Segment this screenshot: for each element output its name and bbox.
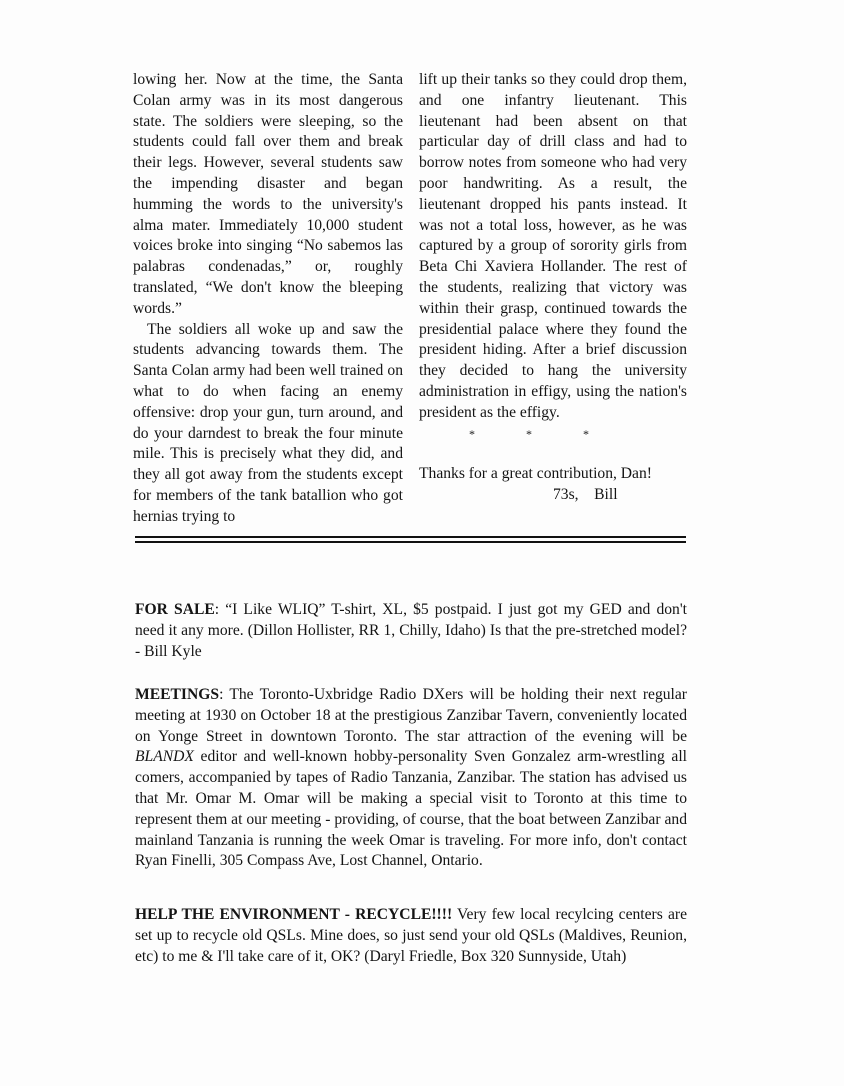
classified-body: : The Toronto-Uxbridge Radio DXers will be holding their next regular meeting at 1930 on October 18 at the prestigious Zanzibar Tavern, conveniently located on Yonge Street in downtown Toronto. The star attraction of the evening will be <box>135 686 687 745</box>
classified-body: : “I Like WLIQ” T-shirt, XL, $5 postpaid. I just got my GED and don't need it any more. (Dillon Hollister, RR 1, Chilly, Idaho) Is that the pre-stretched model? - Bill Kyle <box>135 601 687 660</box>
story-paragraph: The soldiers all woke up and saw the students advancing towards them. The Santa Colan army had been well trained on what to do when facing an enemy offensive: drop your gun, turn around, and do your darndest to break the four minute mile. This is precisely what they did, and they all got away from the students except for members of the tank batallion who got hernias trying to <box>133 320 403 525</box>
divider-rule <box>135 541 686 543</box>
classified-body: editor and well-known hobby-personality Sven Gonzalez arm-wrestling all comers, accompanied by tapes of Radio Tanzania, Zanzibar. The station has advised us that Mr. Omar M. Omar will be making a special visit to Toronto at this time to represent them at our meeting - providing, of course, that the boat between Zanzibar and mainland Tanzania is running the week Omar is traveling. For more info, don't contact Ryan Finelli, 305 Compass Ave, Lost Channel, Ontario. <box>135 748 687 870</box>
classified-heading: MEETINGS <box>135 686 220 703</box>
editor-signoff: 73s, Bill <box>553 486 618 504</box>
divider-rule <box>135 536 686 538</box>
story-left-column <box>133 70 403 528</box>
classified-body: Very few local recylcing centers are set up to recycle old QSLs. Mine does, so just send your old QSLs (Maldives, Reunion, etc) to me & I'll take care of it, OK? (Daryl Friedle, Box 320 Sunnyside, Utah) <box>135 906 687 965</box>
classified-for-sale <box>135 600 687 662</box>
story-paragraph: lift up their tanks so they could drop them, and one infantry lieutenant. This lieutenant had been absent on that particular day of drill class and had to borrow notes from someone who had very poor handwriting. As a result, the lieutenant dropped his pants instead. It was not a total loss, however, as he was captured by a group of sorority girls from Beta Chi Xaviera Hollander. The rest of the students, realizing that victory was within their grasp, continued towards the presidential palace where they found the president hiding. After a brief discussion they decided to hang the university administration in effigy, using the nation's president as the effigy. <box>419 71 687 421</box>
publication-title: BLANDX <box>135 748 194 766</box>
story-right-column <box>419 70 687 506</box>
story-paragraph: lowing her. Now at the time, the Santa Colan army was in its most dangerous state. The soldiers were sleeping, so the students could fall over them and break their legs. However, several students saw the impending disaster and began humming the words to the university's alma mater. Immediately 10,000 student voices broke into singing “No sabemos las palabras condenadas,” or, roughly translated, “We don't know the bleeping words.” <box>133 71 403 317</box>
classified-meetings <box>135 685 687 872</box>
editor-thanks: Thanks for a great contribution, Dan! <box>419 465 652 483</box>
classified-heading: FOR SALE <box>135 601 215 618</box>
star-glyph: * <box>469 426 475 441</box>
star-glyph: * <box>526 426 532 441</box>
classified-recycle <box>135 905 687 967</box>
star-glyph: * <box>583 426 589 441</box>
classified-heading: HELP THE ENVIRONMENT - RECYCLE!!!! <box>135 906 453 923</box>
section-break-stars <box>419 424 589 445</box>
